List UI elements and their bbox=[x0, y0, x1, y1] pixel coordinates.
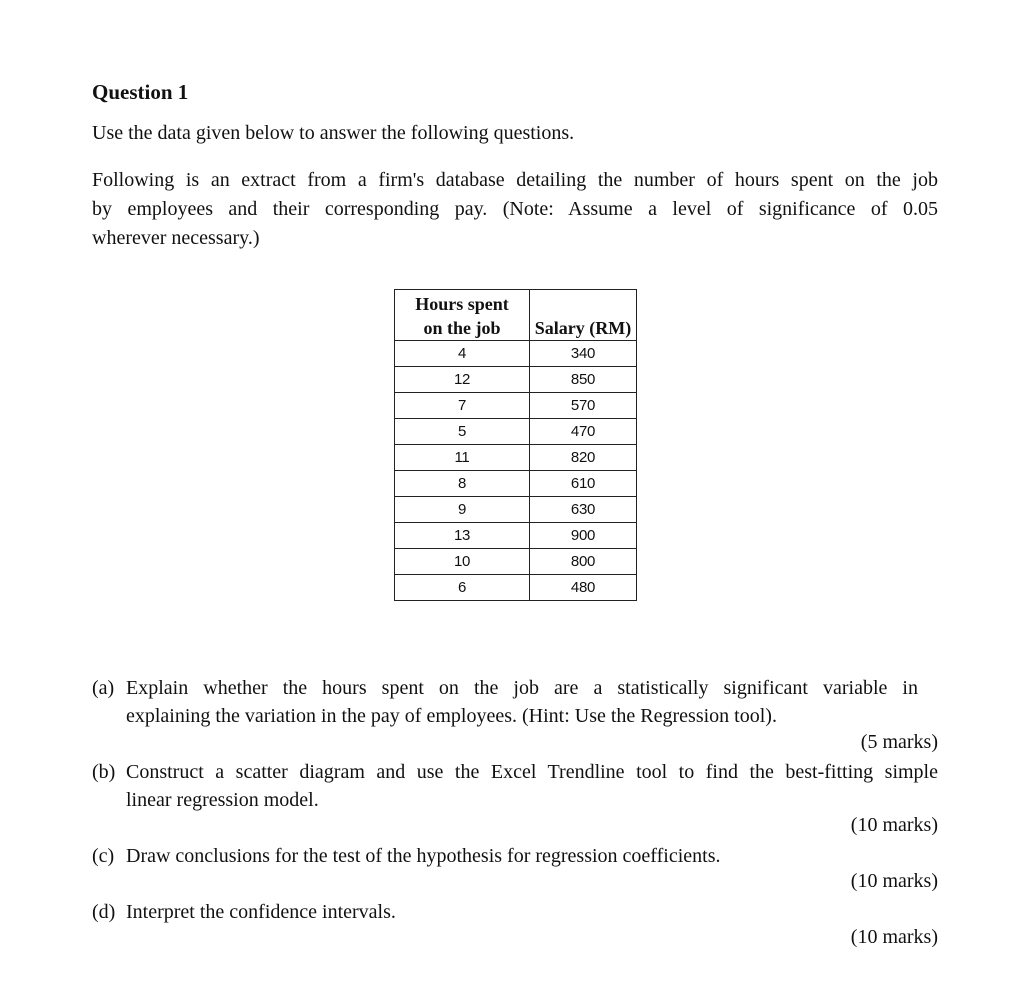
hours-cell: 13 bbox=[395, 523, 530, 549]
marks-label: (10 marks) bbox=[850, 870, 938, 892]
part-line: explaining the variation in the pay of employees. (Hint: Use the Regression tool). bbox=[126, 705, 777, 727]
question-part-c bbox=[92, 842, 832, 870]
hours-cell: 11 bbox=[395, 445, 530, 471]
hours-header-line: Hours spent bbox=[415, 294, 509, 314]
part-text bbox=[126, 674, 918, 730]
table-row bbox=[395, 549, 637, 575]
intro-text: Use the data given below to answer the following questions. bbox=[92, 122, 575, 144]
salary-cell: 820 bbox=[530, 445, 637, 471]
salary-cell: 480 bbox=[530, 575, 637, 601]
table-row bbox=[395, 367, 637, 393]
salary-cell: 630 bbox=[530, 497, 637, 523]
table-row bbox=[395, 341, 637, 367]
table-row bbox=[395, 393, 637, 419]
hours-cell: 4 bbox=[395, 341, 530, 367]
table-row bbox=[395, 471, 637, 497]
question-part-d bbox=[92, 898, 592, 926]
hours-cell: 12 bbox=[395, 367, 530, 393]
marks-label: (10 marks) bbox=[850, 814, 938, 836]
table-row bbox=[395, 575, 637, 601]
salary-cell: 800 bbox=[530, 549, 637, 575]
salary-cell: 470 bbox=[530, 419, 637, 445]
part-label: (c) bbox=[92, 845, 115, 867]
table-header-row bbox=[395, 290, 637, 341]
hours-cell: 9 bbox=[395, 497, 530, 523]
paragraph-line: Following is an extract from a firm's database detailing the number of hours spent on the job bbox=[92, 169, 938, 191]
part-line: Draw conclusions for the test of the hypothesis for regression coefficients. bbox=[126, 845, 721, 867]
table-row bbox=[395, 419, 637, 445]
hours-cell: 5 bbox=[395, 419, 530, 445]
part-label: (d) bbox=[92, 901, 116, 923]
marks-label: (10 marks) bbox=[850, 926, 938, 948]
part-line: Construct a scatter diagram and use the Excel Trendline tool to find the best-fitting simple bbox=[126, 761, 938, 783]
salary-cell: 570 bbox=[530, 393, 637, 419]
salary-cell: 850 bbox=[530, 367, 637, 393]
hours-column-header bbox=[395, 290, 530, 341]
data-table bbox=[394, 289, 637, 601]
part-line: Interpret the confidence intervals. bbox=[126, 901, 396, 923]
table-row bbox=[395, 445, 637, 471]
hours-cell: 6 bbox=[395, 575, 530, 601]
salary-cell: 340 bbox=[530, 341, 637, 367]
hours-cell: 8 bbox=[395, 471, 530, 497]
salary-header-text: Salary (RM) bbox=[534, 318, 632, 338]
paragraph-line: wherever necessary.) bbox=[92, 227, 260, 249]
question-part-a bbox=[92, 674, 918, 730]
part-line: linear regression model. bbox=[126, 789, 319, 811]
paragraph-line: by employees and their corresponding pay. (Note: Assume a level of significance of 0.05 bbox=[92, 198, 938, 220]
context-paragraph bbox=[92, 166, 938, 253]
question-title: Question 1 bbox=[92, 80, 189, 104]
part-text bbox=[126, 898, 396, 926]
hours-cell: 10 bbox=[395, 549, 530, 575]
part-line: Explain whether the hours spent on the job are a statistically significant variable in bbox=[126, 677, 918, 699]
part-text bbox=[126, 758, 938, 814]
table-row bbox=[395, 497, 637, 523]
part-label: (b) bbox=[92, 761, 116, 783]
part-label: (a) bbox=[92, 677, 115, 699]
hours-cell: 7 bbox=[395, 393, 530, 419]
marks-label: (5 marks) bbox=[860, 731, 938, 753]
salary-cell: 610 bbox=[530, 471, 637, 497]
question-part-b bbox=[92, 758, 938, 814]
part-text bbox=[126, 842, 720, 870]
salary-column-header bbox=[530, 290, 637, 341]
salary-cell: 900 bbox=[530, 523, 637, 549]
hours-header-line: on the job bbox=[423, 318, 501, 338]
table-row bbox=[395, 523, 637, 549]
